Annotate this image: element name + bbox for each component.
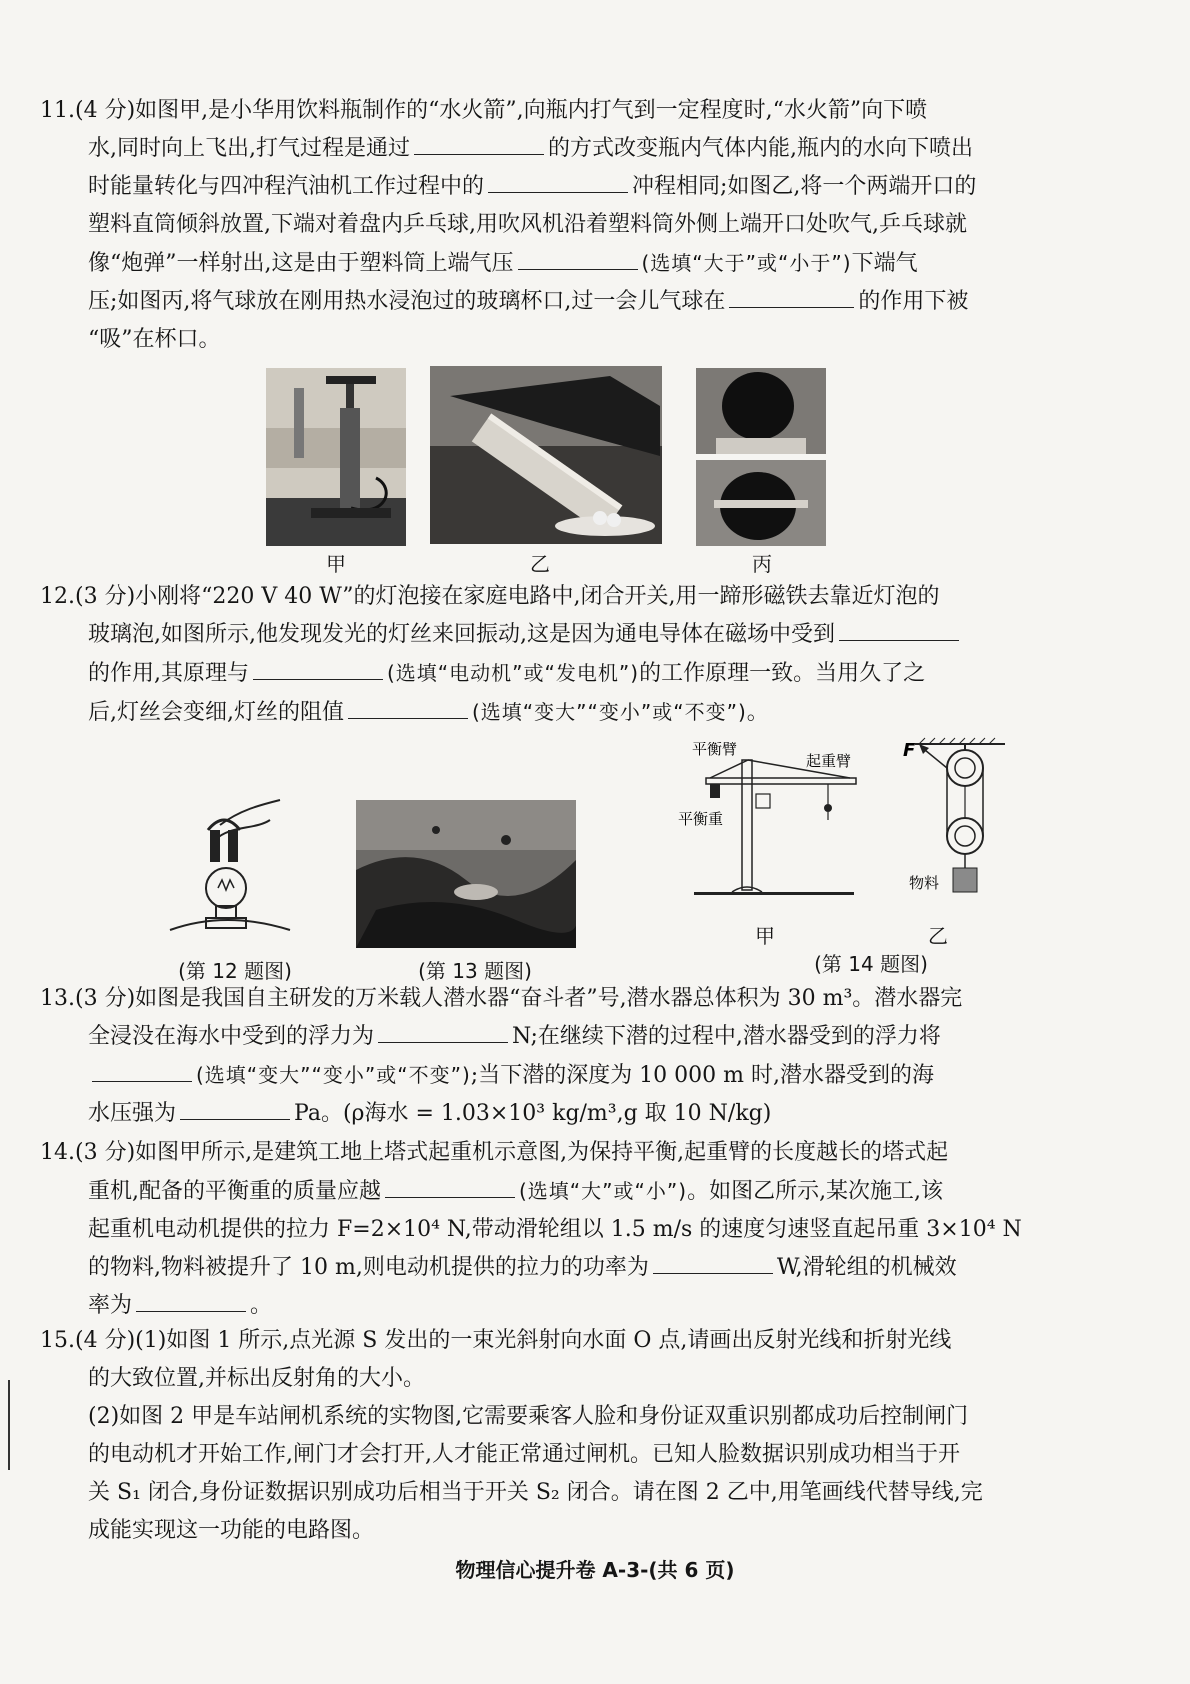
- balloon-cup-image-2: [696, 460, 826, 546]
- water-rocket-pump-image: [266, 368, 406, 546]
- q11-caption-a: 甲: [326, 552, 346, 576]
- q11-line-3: 时能量转化与四冲程汽油机工作过程中的 冲程相同;如图乙,将一个两端开口的: [88, 174, 977, 199]
- q12-line-3: 的作用,其原理与 (选填“电动机”或“发电机”)的工作原理一致。当用久了之: [88, 661, 926, 686]
- question-15: [40, 1322, 1060, 1550]
- q11-photo-c-bottom: [696, 460, 826, 546]
- q14-blank-2[interactable]: [653, 1272, 773, 1274]
- q11-line-4: 塑料直筒倾斜放置,下端对着盘内乒乓球,用吹风机沿着塑料筒外侧上端开口处吹气,乒乓球就: [88, 212, 967, 237]
- q11-line-2: 水,同时向上飞出,打气过程是通过 的方式改变瓶内气体内能,瓶内的水向下喷出: [88, 136, 973, 161]
- q11-blank-1[interactable]: [414, 153, 544, 155]
- q12-line-2: 玻璃泡,如图所示,他发现发光的灯丝来回振动,这是因为通电导体在磁场中受到: [40, 616, 1060, 654]
- q15-line-4: 的电动机才开始工作,闸门才会打开,人才能正常通过闸机。已知人脸数据识别成功相当于开: [88, 1442, 960, 1467]
- q11-line-6: 压;如图丙,将气球放在刚用热水浸泡过的玻璃杯口,过一会儿气球在 的作用下被: [88, 289, 969, 314]
- q11-line-7: “吸”在杯口。: [88, 327, 221, 352]
- question-11: [40, 92, 1060, 359]
- q11-blank-4[interactable]: [729, 306, 854, 308]
- fig-14-caption: (第 14 题图): [814, 952, 928, 976]
- q12-blank-3[interactable]: [348, 717, 468, 719]
- blow-dryer-tube-image: [430, 366, 662, 544]
- q14-blank-1[interactable]: [385, 1196, 515, 1198]
- fig-14b-caption: 乙: [928, 924, 948, 948]
- question-12: [40, 578, 1060, 732]
- q15-line-5: 关 S₁ 闭合,身份证数据识别成功后相当于开关 S₂ 闭合。请在图 2 乙中,用笔画线代替导线,完: [88, 1480, 983, 1505]
- q12-line-4: 后,灯丝会变细,灯丝的阻值 (选填“变大”“变小”或“不变”)。: [88, 700, 769, 725]
- crane-lift-arm-label: 起重臂: [806, 752, 852, 770]
- force-f-label: F: [903, 740, 916, 761]
- q13-line-3: (选填“变大”“变小”或“不变”);当下潜的深度为 10 000 m 时,潜水器受到的海: [40, 1056, 1060, 1095]
- fig-12-caption: (第 12 题图): [178, 959, 292, 983]
- q11-line-1: 11.(4 分)如图甲,是小华用饮料瓶制作的“水火箭”,向瓶内打气到一定程度时,“水火箭”向下喷: [40, 98, 928, 123]
- question-13: [40, 980, 1060, 1133]
- fig-13-caption: (第 13 题图): [418, 959, 532, 983]
- q11-blank-3[interactable]: [518, 268, 638, 270]
- q12-blank-1[interactable]: [839, 639, 959, 641]
- question-14: [40, 1134, 1060, 1325]
- q13-line-4: 水压强为 Pa。(ρ海水 = 1.03×10³ kg/m³,g 取 10 N/kg): [88, 1101, 772, 1126]
- q13-blank-2[interactable]: [92, 1080, 192, 1082]
- q13-line-2: 全浸没在海水中受到的浮力为 N;在继续下潜的过程中,潜水器受到的浮力将: [88, 1024, 941, 1049]
- q14-line-4: 的物料,物料被提升了 10 m,则电动机提供的拉力的功率为 W,滑轮组的机械效: [88, 1255, 957, 1280]
- fig-12: [160, 780, 300, 950]
- q14-line-2: 重机,配备的平衡重的质量应越 (选填“大”或“小”)。如图乙所示,某次施工,该: [88, 1179, 944, 1204]
- q14-line-3: 起重机电动机提供的拉力 F=2×10⁴ N,带动滑轮组以 1.5 m/s 的速度匀速竖直起吊重 3×10⁴ N: [88, 1217, 1022, 1242]
- q12-line-1: 12.(3 分)小刚将“220 V 40 W”的灯泡接在家庭电路中,闭合开关,用一蹄形磁铁去靠近灯泡的: [40, 584, 940, 609]
- q13-line-1: 13.(3 分)如图是我国自主研发的万米载人潜水器“奋斗者”号,潜水器总体积为 30 m³。潜水器完: [40, 986, 963, 1011]
- q11-photo-c-top: [696, 368, 826, 454]
- tower-crane-diagram: [670, 742, 870, 917]
- submersible-photo: [356, 800, 576, 948]
- fig-14a-caption: 甲: [755, 924, 775, 948]
- q14-line-1: 14.(3 分)如图甲所示,是建筑工地上塔式起重机示意图,为保持平衡,起重臂的长度越长的塔式起: [40, 1140, 949, 1165]
- fig-14b: [895, 736, 1015, 916]
- q15-line-6: 成能实现这一功能的电路图。: [88, 1518, 375, 1543]
- material-label: 物料: [909, 874, 940, 892]
- q11-photo-a: [266, 368, 406, 546]
- q14-line-5: 率为 。: [88, 1293, 273, 1318]
- q13-blank-1[interactable]: [378, 1041, 508, 1043]
- q15-line-2: 的大致位置,并标出反射角的大小。: [88, 1366, 425, 1391]
- q15-line-1: 15.(4 分)(1)如图 1 所示,点光源 S 发出的一束光斜射向水面 O 点,请画出反射光线和折射光线: [40, 1328, 952, 1353]
- margin-line: [8, 1380, 10, 1470]
- q12-blank-2[interactable]: [253, 678, 383, 680]
- pulley-block-diagram: [895, 736, 1015, 916]
- fig-14a: [670, 742, 870, 917]
- balloon-cup-image-1: [696, 368, 826, 454]
- q11-blank-2[interactable]: [488, 191, 628, 193]
- page-footer: 物理信心提升卷 A-3-(共 6 页): [455, 1558, 735, 1582]
- q11-photo-b: [430, 366, 662, 544]
- crane-counterweight-label: 平衡重: [678, 810, 724, 828]
- fig-13-photo: [356, 800, 576, 948]
- q14-blank-3[interactable]: [136, 1310, 246, 1312]
- q11-line-5: 像“炮弹”一样射出,这是由于塑料筒上端气压 (选填“大于”或“小于”)下端气: [88, 251, 918, 276]
- q15-line-3: (2)如图 2 甲是车站闸机系统的实物图,它需要乘客人脸和身份证双重识别都成功后控制闸门: [88, 1404, 969, 1429]
- magnet-bulb-diagram: [160, 780, 300, 950]
- crane-balance-arm-label: 平衡臂: [692, 742, 738, 758]
- q11-caption-b: 乙: [530, 552, 550, 576]
- q13-blank-3[interactable]: [180, 1118, 290, 1120]
- q11-caption-c: 丙: [752, 552, 772, 576]
